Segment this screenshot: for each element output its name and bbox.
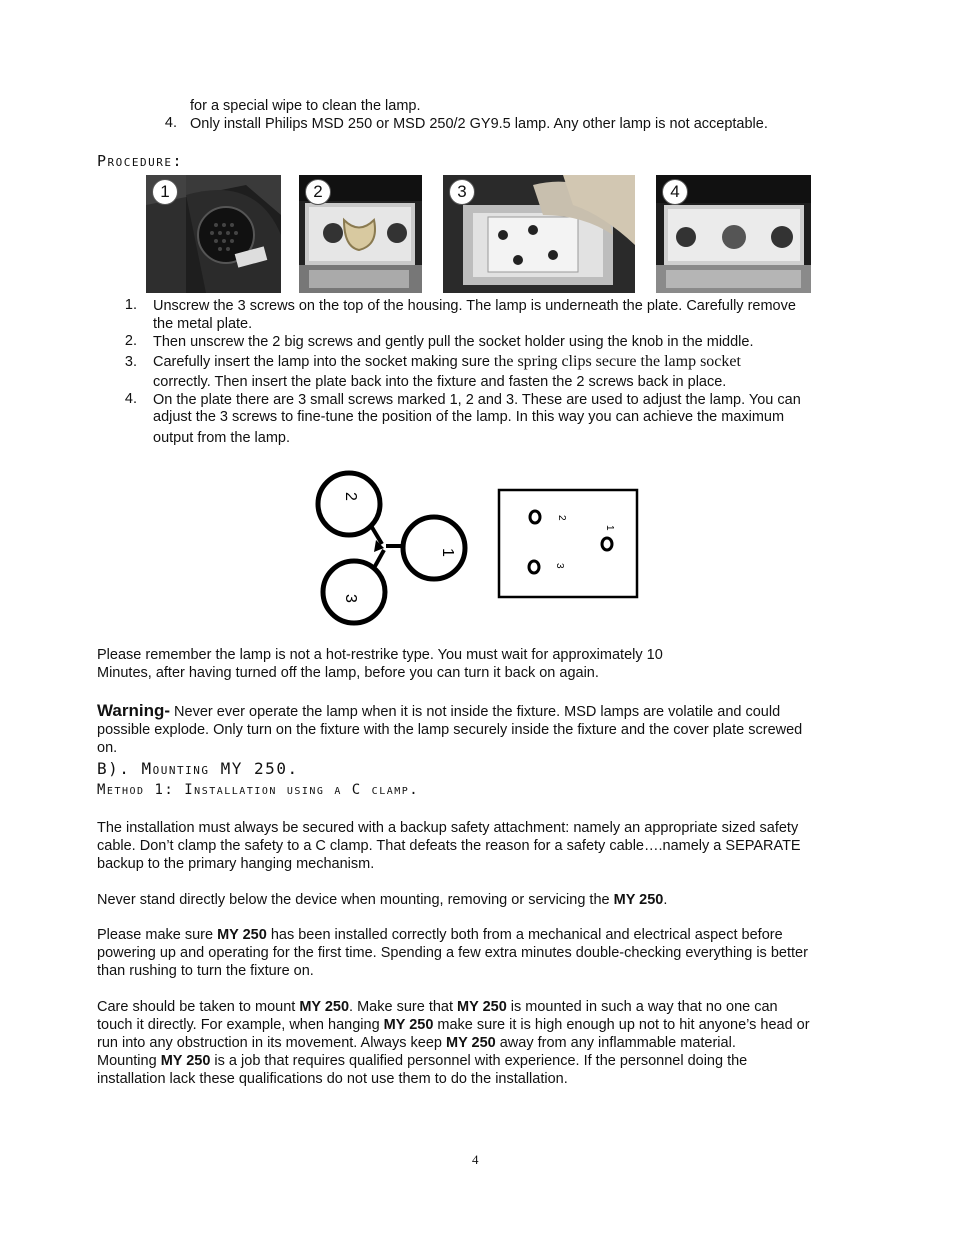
care-line-2	[97, 1016, 810, 1034]
safety-line-2: cable. Don’t clamp the safety to a C clamp. That defeats the reason for a safety cable….namely a SEPARATE	[97, 838, 801, 854]
photo-step-4	[656, 175, 811, 293]
check-line-3: than rushing to turn the fixture on.	[97, 963, 314, 979]
plate-diagram	[497, 488, 640, 600]
photo-badge: 1	[152, 179, 178, 205]
step-4-line-2: adjust the 3 screws to fine-tune the position of the lamp. In this way you can achieve the maximum	[153, 409, 785, 425]
care-text: . Make sure that	[349, 999, 458, 1015]
step-4-line-1: On the plate there are 3 small screws marked 1, 2 and 3. These are used to adjust the lamp. You can	[153, 392, 801, 408]
procedure-heading: Procedure:	[97, 152, 184, 170]
screw-adjustment-diagram	[312, 468, 472, 630]
product-name: MY 250	[613, 892, 664, 908]
care-text: Mounting	[97, 1053, 161, 1069]
step-1-line-2: the metal plate.	[153, 316, 253, 332]
step-3-text-b: the spring clips secure the lamp socket	[493, 353, 741, 370]
photo-step-3	[443, 175, 635, 293]
step-3-line-1	[153, 353, 741, 371]
step-number: 2.	[124, 333, 137, 349]
warning-label: Warning-	[97, 701, 171, 720]
care-text: Care should be taken to mount	[97, 999, 300, 1015]
product-name: MY 250	[445, 1035, 496, 1051]
photo-badge: 2	[305, 179, 331, 205]
product-name: MY 250	[160, 1053, 211, 1069]
step-2-line-1: Then unscrew the 2 big screws and gently pull the socket holder using the knob in the middle.	[153, 334, 754, 350]
stand-text-end: .	[663, 892, 668, 908]
care-text: touch it directly. For example, when hanging	[97, 1017, 384, 1033]
photo-step-2	[299, 175, 422, 293]
product-name: MY 250	[217, 927, 267, 943]
care-line-3	[97, 1034, 736, 1052]
step-3-line-2: correctly. Then insert the plate back into the fixture and fasten the 2 screws back in place.	[153, 374, 727, 390]
product-name: MY 250	[299, 999, 350, 1015]
warning-line-1	[97, 702, 780, 721]
care-text: is mounted in such a way that no one can	[506, 999, 778, 1015]
care-text: make sure it is high enough up not to hit anyone’s head or	[433, 1017, 810, 1033]
list-continuation: for a special wipe to clean the lamp.	[190, 98, 421, 114]
care-line-4	[97, 1052, 747, 1070]
check-text: Please make sure	[97, 927, 218, 943]
step-number: 4.	[124, 391, 137, 407]
care-line-1	[97, 998, 778, 1016]
care-text: is a job that requires qualified personnel with experience. If the personnel doing the	[210, 1053, 748, 1069]
warning-line-2: possible explode. Only turn on the fixture with the lamp securely inside the fixture and the cover plate screwed	[97, 722, 803, 738]
step-number: 3.	[124, 354, 137, 370]
section-heading: B). Mounting MY 250.	[97, 759, 299, 778]
safety-line-3: backup to the primary hanging mechanism.	[97, 856, 375, 872]
stand-text: Never stand directly below the device when mounting, removing or servicing the	[97, 892, 614, 908]
care-text: away from any inflammable material.	[495, 1035, 736, 1051]
safety-line-1: The installation must always be secured with a backup safety attachment: namely an appropriate sized safety	[97, 820, 799, 836]
step-4-line-3: output from the lamp.	[153, 430, 291, 446]
stand-paragraph	[97, 891, 667, 909]
plate-label-2: 2	[556, 515, 567, 521]
hot-restrike-line-1: Please remember the lamp is not a hot-restrike type. You must wait for approximately 10	[97, 647, 663, 663]
photo-step-1	[146, 175, 281, 293]
circle-label-2: 2	[342, 492, 359, 501]
product-name: MY 250	[383, 1017, 434, 1033]
step-1-line-1: Unscrew the 3 screws on the top of the housing. The lamp is underneath the plate. Carefully remove	[153, 298, 796, 314]
check-line-2: powering up and operating for the first time. Spending a few extra minutes double-checking everything is better	[97, 945, 808, 961]
product-name: MY 250	[457, 999, 507, 1015]
care-line-5: installation lack these qualifications do not use them to do the installation.	[97, 1071, 568, 1087]
check-line-1	[97, 926, 783, 944]
step-number: 1.	[124, 297, 137, 313]
page-number: 4	[472, 1152, 479, 1167]
photo-badge: 3	[449, 179, 475, 205]
plate-label-3: 3	[554, 563, 565, 569]
step-3-text-a: Carefully insert the lamp into the socket making sure	[153, 354, 494, 370]
photo-badge: 4	[662, 179, 688, 205]
list-item: Only install Philips MSD 250 or MSD 250/2 GY9.5 lamp. Any other lamp is not acceptable.	[190, 116, 768, 132]
care-text: run into any obstruction in its movement. Always keep	[97, 1035, 446, 1051]
method-heading: Method 1: Installation using a C clamp.	[97, 782, 420, 798]
circle-label-3: 3	[342, 594, 359, 603]
hot-restrike-line-2: Minutes, after having turned off the lamp, before you can turn it back on again.	[97, 665, 599, 681]
warning-line-3: on.	[97, 740, 118, 756]
check-text: has been installed correctly both from a mechanical and electrical aspect before	[266, 927, 783, 943]
plate-label-1: 1	[604, 525, 615, 531]
warning-text: Never ever operate the lamp when it is not inside the fixture. MSD lamps are volatile and could	[170, 704, 781, 720]
list-number: 4.	[164, 115, 177, 131]
circle-label-1: 1	[439, 548, 456, 557]
